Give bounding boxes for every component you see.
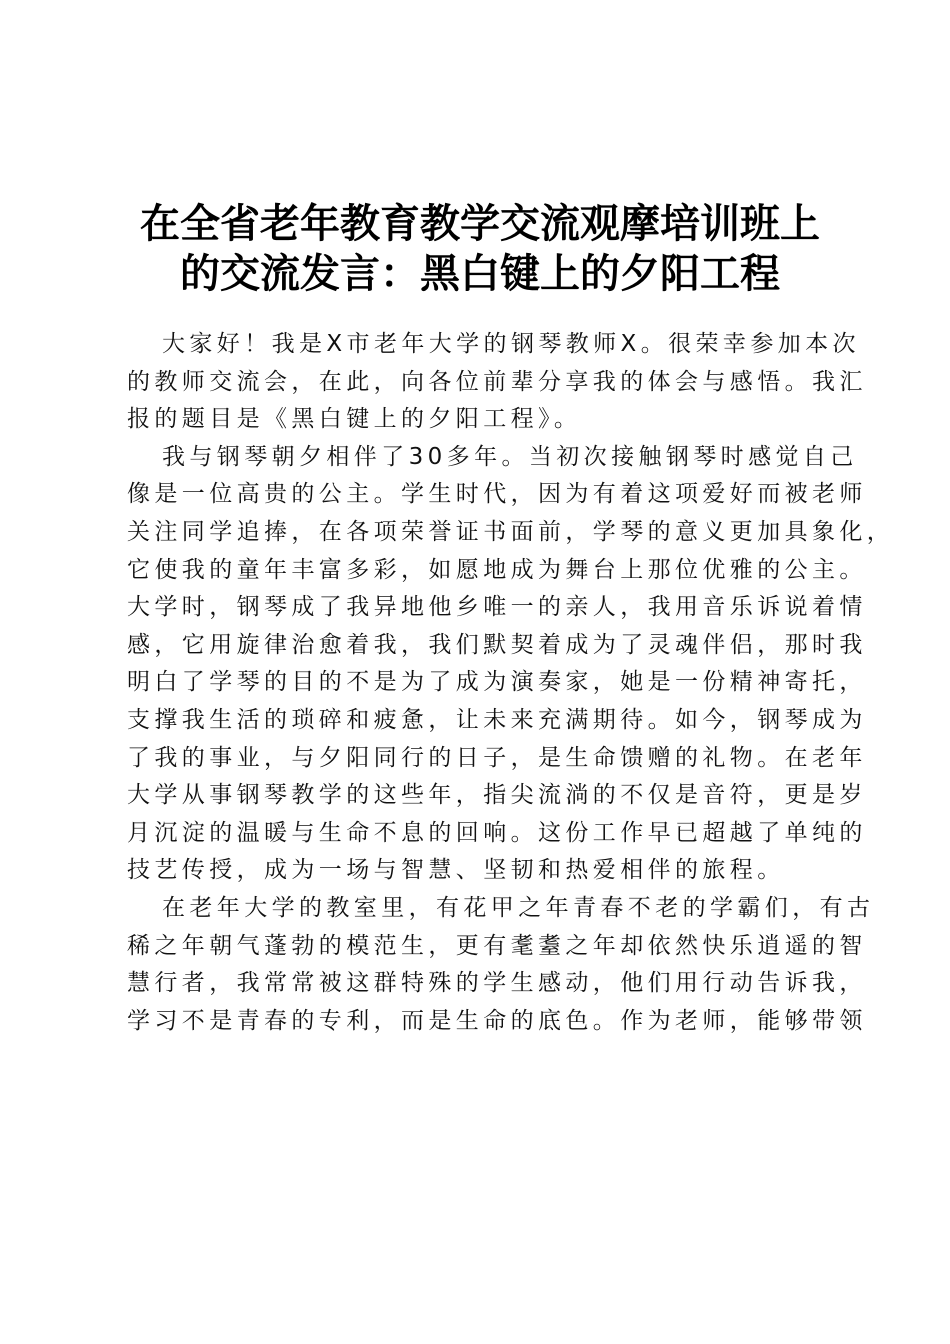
paragraph-classroom [127,890,875,1040]
paragraph-greeting [127,326,867,439]
title-line: 的交流发言：黑白键上的夕阳工程 [180,250,780,297]
text-line: 在老年大学的教室里，有花甲之年青春不老的学霸们，有古 [162,894,875,921]
text-line: 明白了学琴的目的不是为了成为演奏家，她是一份精神寄托， [127,669,867,696]
text-line: 了我的事业，与夕阳同行的日子，是生命馈赠的礼物。在老年 [127,744,867,771]
document-title [120,199,840,299]
text-line: 感，它用旋律治愈着我，我们默契着成为了灵魂伴侣，那时我 [127,631,867,658]
text-line: 大家好！我是X市老年大学的钢琴教师X。很荣幸参加本次 [162,331,860,357]
text-line: 大学时，钢琴成了我异地他乡唯一的亲人，我用音乐诉说着情 [127,594,867,621]
text-line: 慧行者，我常常被这群特殊的学生感动，他们用行动告诉我， [127,970,867,997]
document-body [127,326,895,1040]
title-line: 在全省老年教育教学交流观摩培训班上 [140,200,820,247]
text-line: 学习不是青春的专利，而是生命的底色。作为老师，能够带领 [127,1007,867,1034]
text-line: 月沉淀的温暖与生命不息的回响。这份工作早已超越了单纯的 [127,819,867,846]
text-line: 的教师交流会，在此，向各位前辈分享我的体会与感悟。我汇 [127,368,867,395]
text-line: 稀之年朝气蓬勃的模范生，更有耄耋之年却依然快乐逍遥的智 [127,932,867,959]
text-line: 大学从事钢琴教学的这些年，指尖流淌的不仅是音符，更是岁 [127,782,867,809]
text-line: 我与钢琴朝夕相伴了30多年。当初次接触钢琴时感觉自己 [162,443,858,470]
text-line: 像是一位高贵的公主。学生时代，因为有着这项爱好而被老师 [127,481,867,508]
text-line: 关注同学追捧，在各项荣誉证书面前，学琴的意义更加具象化， [127,518,895,545]
text-line: 它使我的童年丰富多彩，如愿地成为舞台上那位优雅的公主。 [127,556,867,583]
paragraph-piano-journey [127,439,895,890]
text-line: 支撑我生活的琐碎和疲惫，让未来充满期待。如今，钢琴成为 [127,706,867,733]
text-line: 报的题目是《黑白键上的夕阳工程》。 [127,406,582,433]
text-line: 技艺传授，成为一场与智慧、坚韧和热爱相伴的旅程。 [127,857,785,884]
